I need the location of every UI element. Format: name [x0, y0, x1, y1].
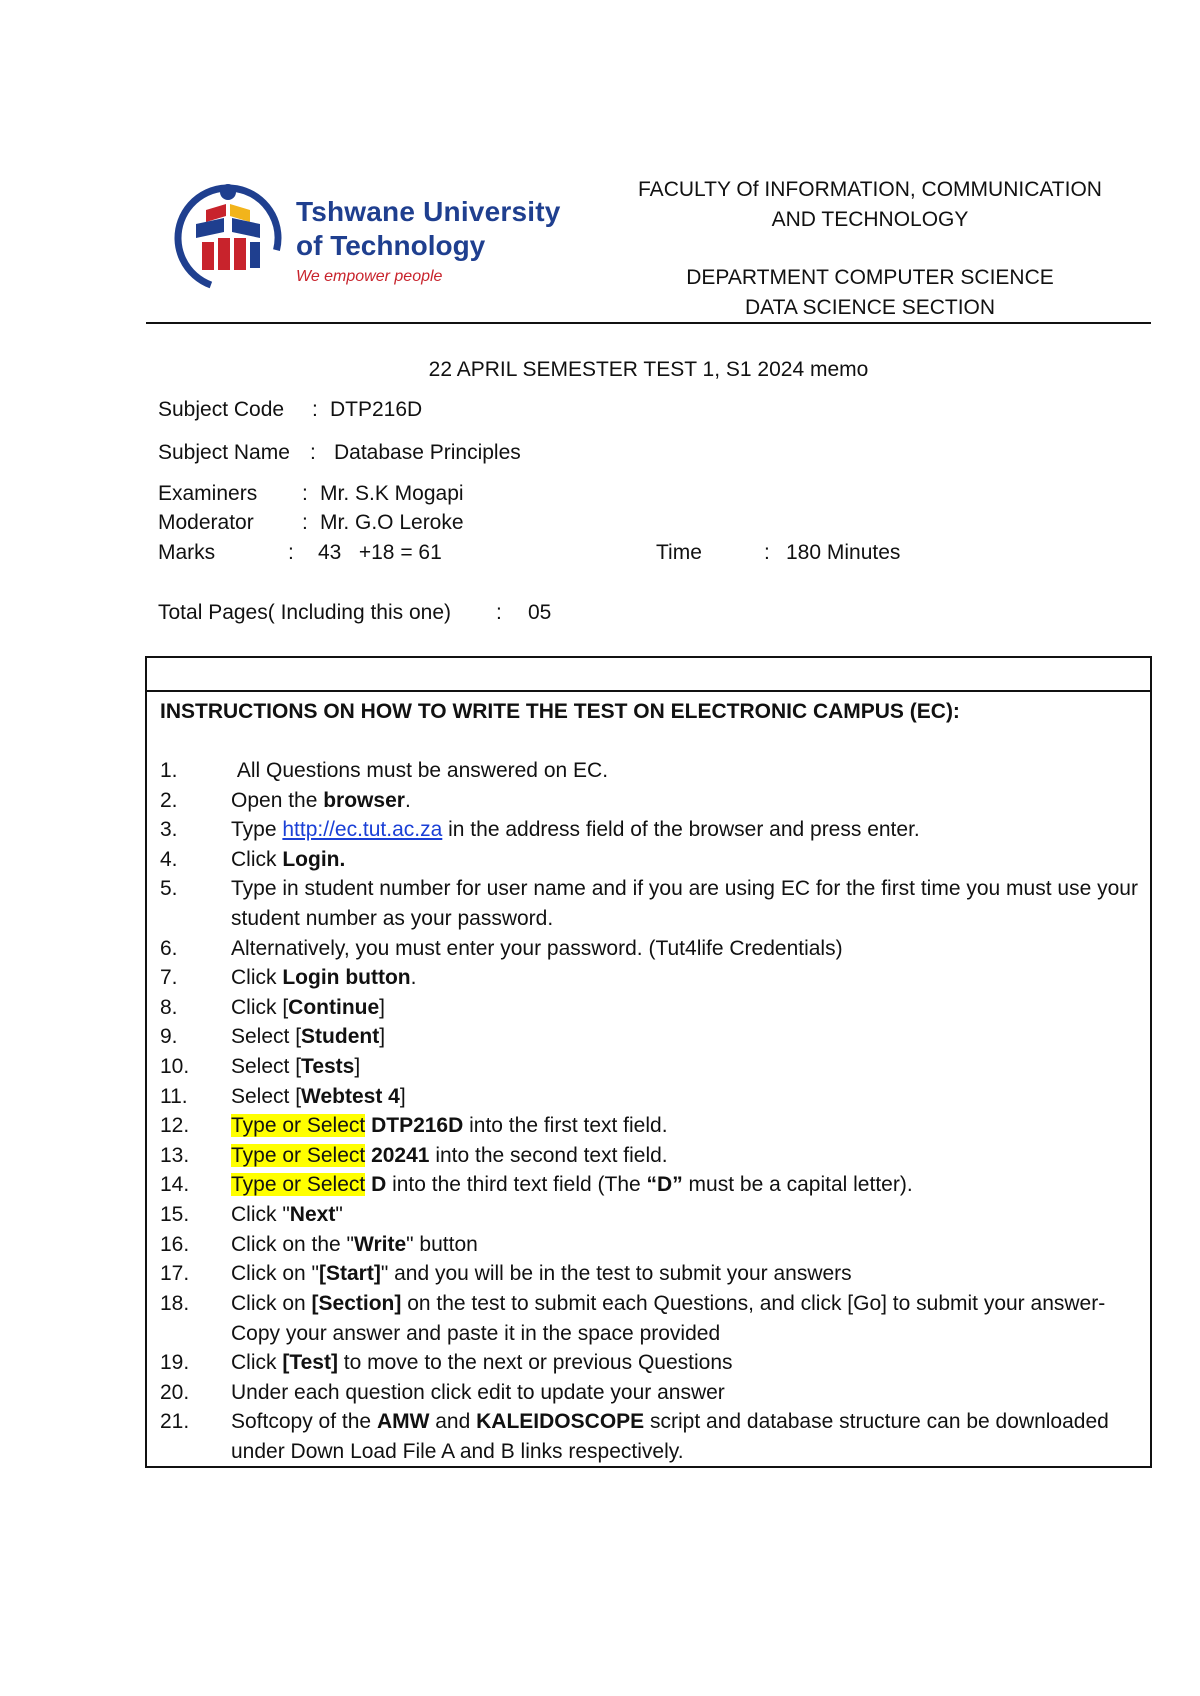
marks-label: Marks	[158, 541, 216, 564]
step-number: 20.	[160, 1380, 190, 1404]
step-text-part: .	[404, 788, 411, 812]
step-number: 19.	[160, 1351, 190, 1374]
section-name: DATA SCIENCE SECTION	[744, 296, 996, 319]
step-text-part: Select [	[231, 1025, 302, 1049]
bold-term: Login button	[282, 966, 411, 990]
step-text-part: Open the	[231, 788, 324, 812]
highlighted-text: Type or Select	[231, 1173, 366, 1197]
subject-name-row	[158, 441, 858, 471]
logo-name-line1: Tshwane University	[296, 196, 561, 227]
bold-term: Student	[301, 1025, 380, 1049]
step-text	[231, 815, 1141, 845]
step-text	[231, 874, 1144, 934]
step-text	[231, 1170, 1141, 1200]
step-number: 12.	[160, 1114, 190, 1138]
bold-term: AMW	[376, 1410, 430, 1434]
step-text-part: ]	[379, 995, 385, 1019]
step-text-part: on the test to submit each Questions, and click [Go] to submit your answer- Copy your answer and paste it in the space provided	[231, 1291, 1112, 1345]
logo-name-line2: of Technology	[296, 230, 486, 261]
step-number: 3.	[160, 818, 178, 842]
step-text	[231, 1082, 1141, 1112]
step-number: 1.	[160, 759, 178, 782]
step-text	[231, 1230, 1141, 1260]
step-text-part: must be a capital letter).	[682, 1173, 913, 1197]
tut-emblem-icon	[172, 176, 292, 296]
bold-term: “D”	[646, 1173, 683, 1197]
highlighted-text: Type or Select	[231, 1114, 366, 1138]
step-number: 14.	[160, 1173, 190, 1197]
subject-code-row	[158, 398, 858, 428]
faculty-line1: FACULTY Of INFORMATION, COMMUNICATION	[638, 178, 1102, 201]
highlighted-text: Type or Select	[231, 1143, 366, 1167]
subject-code-label: Subject Code	[158, 398, 285, 421]
bold-term: Login.	[282, 847, 346, 871]
step-text	[231, 1289, 1141, 1349]
header-divider	[146, 322, 1151, 324]
bold-term: DTP216D	[371, 1114, 464, 1138]
step-text-part: in the address field of the browser and press enter.	[442, 818, 920, 842]
step-text-part: Type in student number for user name and if you are using EC for the first time you must use your student number as your password.	[231, 877, 1144, 931]
step-text-part: Click "	[231, 1203, 290, 1226]
step-number: 8.	[160, 995, 178, 1019]
step-text-part: ]	[399, 1084, 406, 1108]
bold-term: KALEIDOSCOPE	[476, 1410, 645, 1434]
bold-term: [Test]	[282, 1351, 338, 1374]
step-text-part: into the first text field.	[463, 1114, 668, 1138]
total-pages-label: Total Pages( Including this one)	[158, 601, 452, 624]
step-text-part: Under each question click edit to update your answer	[231, 1380, 725, 1404]
step-number: 2.	[160, 788, 178, 812]
subject-name-value: Database Principles	[334, 441, 521, 464]
step-text	[231, 1141, 1141, 1171]
step-text-part: .	[410, 966, 417, 990]
step-number: 5.	[160, 877, 178, 901]
colon: :	[764, 541, 770, 564]
logo-slogan: We empower people	[296, 268, 443, 285]
colon: :	[288, 541, 294, 564]
step-text	[231, 786, 1141, 816]
faculty-line2: AND TECHNOLOGY	[771, 208, 969, 231]
step-text-part: Softcopy of the	[231, 1410, 377, 1434]
step-number: 18.	[160, 1291, 190, 1315]
step-text	[231, 1378, 1141, 1408]
department-name: DEPARTMENT COMPUTER SCIENCE	[686, 266, 1054, 289]
bold-term: Continue	[288, 995, 380, 1019]
bold-term: browser	[323, 788, 405, 812]
step-number: 10.	[160, 1055, 190, 1078]
step-text-part: " button	[406, 1232, 478, 1256]
step-text	[231, 1407, 1141, 1467]
step-text-part: Click on the "	[231, 1232, 355, 1256]
step-number: 13.	[160, 1143, 190, 1167]
bold-term: Tests	[301, 1055, 355, 1078]
step-text	[231, 1259, 1141, 1289]
bold-term: Write	[354, 1232, 407, 1256]
step-text	[231, 1200, 1141, 1230]
step-text-part: to move to the next or previous Questions	[337, 1351, 733, 1374]
instructions-heading: INSTRUCTIONS ON HOW TO WRITE THE TEST ON ELECTRONIC CAMPUS (EC):	[160, 700, 960, 723]
step-number: 11.	[160, 1084, 188, 1108]
instructions-top-divider	[147, 690, 1150, 692]
step-text	[231, 1111, 1141, 1141]
examiners-value: Mr. S.K Mogapi	[320, 482, 464, 505]
step-text-part: Click	[231, 1351, 283, 1374]
step-number: 7.	[160, 966, 178, 990]
step-text-part: and	[429, 1410, 477, 1434]
step-text-part: "	[335, 1203, 343, 1226]
total-pages-value: 05	[528, 601, 552, 624]
step-text-part: into the third text field (The	[386, 1173, 647, 1197]
step-number: 9.	[160, 1025, 178, 1049]
step-text	[231, 934, 1141, 964]
step-number: 4.	[160, 847, 178, 871]
moderator-value: Mr. G.O Leroke	[320, 511, 464, 534]
step-number: 21.	[160, 1410, 190, 1434]
bold-term: Webtest 4	[301, 1084, 400, 1108]
step-text-part: Select [	[231, 1084, 302, 1108]
moderator-label: Moderator	[158, 511, 254, 534]
bold-term: [Section]	[311, 1291, 402, 1315]
university-logo	[172, 176, 564, 296]
step-text-part: Type	[231, 818, 283, 842]
step-number: 17.	[160, 1262, 190, 1286]
time-label: Time	[656, 541, 702, 564]
moderator-row	[158, 511, 858, 541]
bold-term: Next	[289, 1203, 336, 1226]
step-text-part: script and database structure can be downloaded under Down Load File A and B links respectively.	[231, 1410, 1115, 1464]
step-text	[231, 845, 1141, 875]
examiners-label: Examiners	[158, 482, 258, 505]
step-text-part: into the second text field.	[429, 1143, 668, 1167]
subject-name-label: Subject Name	[158, 441, 290, 464]
step-text	[231, 993, 1141, 1023]
subject-code-value: DTP216D	[330, 398, 423, 421]
step-number: 15.	[160, 1203, 190, 1226]
step-text	[231, 1348, 1141, 1378]
colon: :	[302, 511, 308, 534]
time-row	[656, 541, 1056, 571]
step-text-part: Click [	[231, 995, 289, 1019]
colon: :	[312, 398, 318, 421]
step-text	[231, 963, 1141, 993]
step-text-part: Alternatively, you must enter your password. (Tut4life Credentials)	[231, 936, 843, 960]
step-text-part: Click	[231, 966, 283, 990]
marks-value: 43 +18 = 61	[318, 541, 442, 564]
time-value: 180 Minutes	[786, 541, 901, 564]
marks-row	[158, 541, 718, 571]
colon: :	[302, 482, 308, 505]
step-text-part: Click	[231, 847, 283, 871]
bold-term: D	[371, 1173, 387, 1197]
step-text-part: ]	[379, 1025, 386, 1049]
colon: :	[310, 441, 316, 464]
step-text	[231, 1022, 1141, 1052]
step-text-part: All Questions must be answered on EC.	[231, 759, 609, 782]
step-text-part: " and you will be in the test to submit your answers	[380, 1262, 852, 1286]
examiners-row	[158, 482, 858, 512]
step-number: 6.	[160, 936, 178, 960]
colon: :	[496, 601, 502, 624]
step-text-part: Click on	[231, 1291, 312, 1315]
test-title: 22 APRIL SEMESTER TEST 1, S1 2024 memo	[428, 358, 869, 381]
step-number: 16.	[160, 1232, 190, 1256]
step-text-part: Click on "	[231, 1262, 319, 1286]
step-text-part: Select [	[231, 1055, 302, 1078]
step-text	[231, 1052, 1141, 1082]
ec-url-link[interactable]: http://ec.tut.ac.za	[282, 818, 443, 842]
total-pages-row	[158, 601, 858, 631]
bold-term: [Start]	[318, 1262, 381, 1286]
step-text-part: ]	[354, 1055, 361, 1078]
bold-term: 20241	[371, 1143, 430, 1167]
instructions-box	[145, 656, 1152, 1468]
step-text	[231, 756, 1141, 786]
